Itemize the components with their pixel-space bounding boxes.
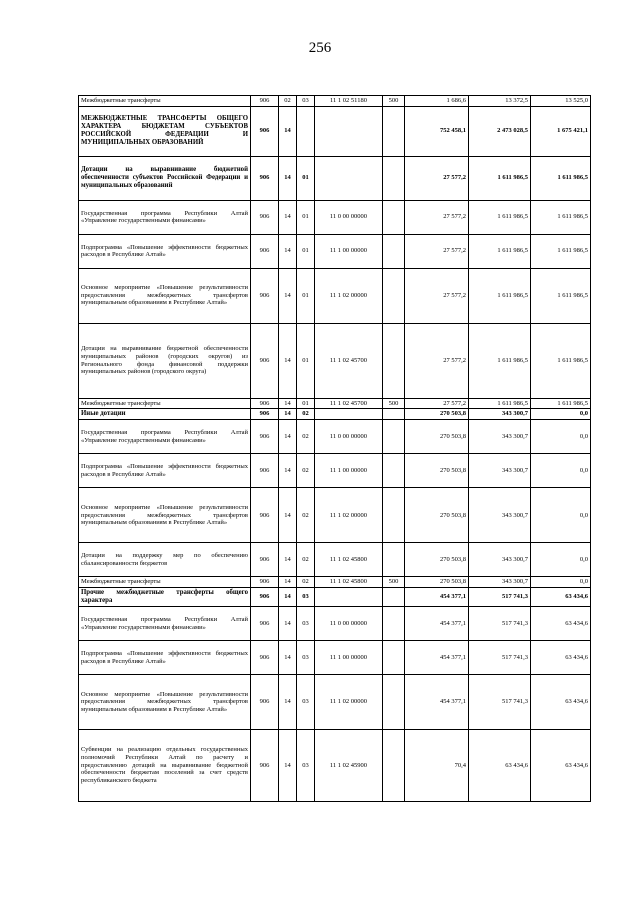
cell-name: Основное мероприятие «Повышение результативности предоставления межбюджетных трансфертов муниципальным образованиям в Республике Алтай» — [79, 488, 251, 543]
cell-amount-year-3: 0,0 — [531, 488, 591, 543]
cell-name: Подпрограмма «Повышение эффективности бюджетных расходов в Республике Алтай» — [79, 454, 251, 488]
cell-expense-type — [383, 156, 405, 200]
cell-section: 14 — [279, 234, 297, 268]
table-row — [79, 268, 591, 323]
cell-expense-type — [383, 454, 405, 488]
cell-section: 02 — [279, 96, 297, 107]
cell-ministry: 906 — [251, 268, 279, 323]
cell-name: Субвенции на реализацию отдельных государственных полномочий Республики Алтай по расчету и предоставлению дотаций на выравнивание бюджетной обеспеченности бюджетам поселений за счет средств республиканского бюджета — [79, 730, 251, 802]
cell-ministry: 906 — [251, 200, 279, 234]
cell-amount-year-3: 0,0 — [531, 409, 591, 420]
cell-subsection: 02 — [297, 488, 315, 543]
cell-amount-year-2: 343 300,7 — [469, 488, 531, 543]
cell-amount-year-3: 1 611 986,5 — [531, 323, 591, 398]
cell-target-article — [315, 587, 383, 606]
table-row — [79, 96, 591, 107]
cell-section: 14 — [279, 409, 297, 420]
cell-target-article: 11 1 00 00000 — [315, 454, 383, 488]
cell-ministry: 906 — [251, 587, 279, 606]
cell-name: Государственная программа Республики Алтай «Управление государственными финансами» — [79, 200, 251, 234]
cell-amount-year-1: 270 503,8 — [405, 454, 469, 488]
table-row — [79, 200, 591, 234]
cell-section: 14 — [279, 398, 297, 409]
cell-section: 14 — [279, 323, 297, 398]
cell-amount-year-3: 1 675 421,1 — [531, 106, 591, 156]
page-number: 256 — [308, 40, 332, 56]
cell-amount-year-2: 517 741,3 — [469, 587, 531, 606]
cell-expense-type — [383, 106, 405, 156]
cell-target-article: 11 1 02 45800 — [315, 577, 383, 588]
cell-amount-year-1: 454 377,1 — [405, 607, 469, 641]
cell-amount-year-3: 1 611 986,5 — [531, 234, 591, 268]
cell-target-article — [315, 409, 383, 420]
table-row — [79, 106, 591, 156]
table-row — [79, 587, 591, 606]
cell-ministry: 906 — [251, 730, 279, 802]
cell-amount-year-1: 27 577,2 — [405, 398, 469, 409]
cell-amount-year-1: 454 377,1 — [405, 587, 469, 606]
cell-expense-type: 500 — [383, 398, 405, 409]
cell-subsection: 01 — [297, 268, 315, 323]
cell-amount-year-1: 27 577,2 — [405, 234, 469, 268]
cell-target-article — [315, 106, 383, 156]
table-row — [79, 730, 591, 802]
cell-expense-type — [383, 488, 405, 543]
cell-amount-year-2: 517 741,3 — [469, 607, 531, 641]
cell-amount-year-3: 63 434,6 — [531, 587, 591, 606]
cell-name: Межбюджетные трансферты — [79, 577, 251, 588]
cell-amount-year-3: 1 611 986,5 — [531, 398, 591, 409]
cell-amount-year-1: 27 577,2 — [405, 268, 469, 323]
table-row — [79, 234, 591, 268]
cell-name: Дотации на поддержку мер по обеспечению сбалансированности бюджетов — [79, 543, 251, 577]
cell-section: 14 — [279, 200, 297, 234]
cell-amount-year-1: 27 577,2 — [405, 156, 469, 200]
cell-amount-year-3: 1 611 986,5 — [531, 268, 591, 323]
cell-target-article: 11 1 02 00000 — [315, 268, 383, 323]
cell-expense-type — [383, 409, 405, 420]
cell-name: Основное мероприятие «Повышение результативности предоставления межбюджетных трансфертов муниципальным образованиям в Республике Алтай» — [79, 675, 251, 730]
table-row — [79, 156, 591, 200]
cell-amount-year-3: 63 434,6 — [531, 641, 591, 675]
cell-amount-year-1: 454 377,1 — [405, 641, 469, 675]
cell-ministry: 906 — [251, 420, 279, 454]
cell-amount-year-1: 270 503,8 — [405, 488, 469, 543]
cell-subsection: 03 — [297, 641, 315, 675]
cell-amount-year-1: 27 577,2 — [405, 323, 469, 398]
table-row — [79, 543, 591, 577]
cell-expense-type: 500 — [383, 96, 405, 107]
cell-subsection: 01 — [297, 398, 315, 409]
cell-subsection: 01 — [297, 234, 315, 268]
cell-name: Дотации на выравнивание бюджетной обеспеченности муниципальных районов (городских округов) из Регионального фонда финансовой поддержки муниципальных районов (городского округа) — [79, 323, 251, 398]
cell-expense-type — [383, 323, 405, 398]
cell-expense-type — [383, 607, 405, 641]
cell-amount-year-3: 0,0 — [531, 577, 591, 588]
cell-target-article: 11 1 00 00000 — [315, 641, 383, 675]
cell-amount-year-1: 270 503,8 — [405, 543, 469, 577]
cell-amount-year-3: 63 434,6 — [531, 607, 591, 641]
cell-amount-year-3: 1 611 986,5 — [531, 200, 591, 234]
cell-expense-type — [383, 420, 405, 454]
cell-amount-year-1: 270 503,8 — [405, 409, 469, 420]
cell-target-article: 11 1 02 45700 — [315, 398, 383, 409]
cell-expense-type — [383, 200, 405, 234]
cell-ministry: 906 — [251, 454, 279, 488]
cell-target-article: 11 0 00 00000 — [315, 607, 383, 641]
cell-name: Дотации на выравнивание бюджетной обеспеченности субъектов Российской Федерации и муниципальных образований — [79, 156, 251, 200]
cell-amount-year-3: 13 525,0 — [531, 96, 591, 107]
cell-amount-year-2: 1 611 986,5 — [469, 323, 531, 398]
cell-expense-type — [383, 543, 405, 577]
cell-amount-year-2: 517 741,3 — [469, 675, 531, 730]
cell-section: 14 — [279, 420, 297, 454]
cell-ministry: 906 — [251, 577, 279, 588]
cell-amount-year-2: 343 300,7 — [469, 577, 531, 588]
table-row — [79, 420, 591, 454]
table-row — [79, 488, 591, 543]
cell-target-article: 11 1 02 00000 — [315, 675, 383, 730]
cell-section: 14 — [279, 488, 297, 543]
cell-name: Подпрограмма «Повышение эффективности бюджетных расходов в Республике Алтай» — [79, 234, 251, 268]
cell-target-article: 11 0 00 00000 — [315, 420, 383, 454]
table-body — [79, 96, 591, 802]
cell-section: 14 — [279, 577, 297, 588]
cell-expense-type — [383, 641, 405, 675]
cell-ministry: 906 — [251, 488, 279, 543]
cell-target-article: 11 1 02 45800 — [315, 543, 383, 577]
cell-name: Прочие межбюджетные трансферты общего характера — [79, 587, 251, 606]
cell-amount-year-3: 0,0 — [531, 543, 591, 577]
budget-table — [78, 95, 591, 802]
cell-ministry: 906 — [251, 409, 279, 420]
cell-section: 14 — [279, 675, 297, 730]
cell-amount-year-2: 63 434,6 — [469, 730, 531, 802]
cell-amount-year-2: 343 300,7 — [469, 543, 531, 577]
cell-amount-year-3: 0,0 — [531, 420, 591, 454]
cell-name: Государственная программа Республики Алтай «Управление государственными финансами» — [79, 607, 251, 641]
cell-amount-year-2: 343 300,7 — [469, 409, 531, 420]
cell-subsection: 02 — [297, 577, 315, 588]
cell-subsection: 01 — [297, 323, 315, 398]
cell-amount-year-2: 2 473 028,5 — [469, 106, 531, 156]
cell-target-article: 11 1 00 00000 — [315, 234, 383, 268]
table-row — [79, 323, 591, 398]
cell-section: 14 — [279, 106, 297, 156]
table-row — [79, 607, 591, 641]
cell-target-article: 11 1 02 51180 — [315, 96, 383, 107]
cell-expense-type — [383, 587, 405, 606]
cell-subsection: 02 — [297, 420, 315, 454]
cell-section: 14 — [279, 587, 297, 606]
cell-subsection: 03 — [297, 730, 315, 802]
cell-ministry: 906 — [251, 398, 279, 409]
cell-amount-year-2: 1 611 986,5 — [469, 200, 531, 234]
cell-subsection: 02 — [297, 409, 315, 420]
cell-amount-year-1: 1 686,6 — [405, 96, 469, 107]
cell-expense-type — [383, 675, 405, 730]
cell-amount-year-2: 1 611 986,5 — [469, 268, 531, 323]
table-row — [79, 675, 591, 730]
cell-name: Государственная программа Республики Алтай «Управление государственными финансами» — [79, 420, 251, 454]
cell-target-article: 11 1 02 45900 — [315, 730, 383, 802]
table-row — [79, 577, 591, 588]
cell-subsection: 03 — [297, 96, 315, 107]
cell-ministry: 906 — [251, 106, 279, 156]
cell-ministry: 906 — [251, 607, 279, 641]
cell-amount-year-3: 63 434,6 — [531, 730, 591, 802]
cell-subsection — [297, 106, 315, 156]
cell-subsection: 01 — [297, 156, 315, 200]
cell-expense-type — [383, 268, 405, 323]
cell-subsection: 03 — [297, 607, 315, 641]
cell-amount-year-1: 27 577,2 — [405, 200, 469, 234]
cell-subsection: 02 — [297, 454, 315, 488]
cell-ministry: 906 — [251, 323, 279, 398]
cell-section: 14 — [279, 641, 297, 675]
cell-target-article: 11 1 02 45700 — [315, 323, 383, 398]
table-row — [79, 409, 591, 420]
cell-expense-type — [383, 730, 405, 802]
cell-amount-year-1: 752 458,1 — [405, 106, 469, 156]
cell-name: Основное мероприятие «Повышение результативности предоставления межбюджетных трансфертов муниципальным образованиям в Республике Алтай» — [79, 268, 251, 323]
cell-amount-year-1: 270 503,8 — [405, 420, 469, 454]
cell-name: Иные дотации — [79, 409, 251, 420]
cell-amount-year-2: 13 372,5 — [469, 96, 531, 107]
cell-name: Подпрограмма «Повышение эффективности бюджетных расходов в Республике Алтай» — [79, 641, 251, 675]
cell-amount-year-1: 270 503,8 — [405, 577, 469, 588]
cell-section: 14 — [279, 607, 297, 641]
cell-section: 14 — [279, 454, 297, 488]
table-row — [79, 454, 591, 488]
cell-name: МЕЖБЮДЖЕТНЫЕ ТРАНСФЕРТЫ ОБЩЕГО ХАРАКТЕРА БЮДЖЕТАМ СУБЪЕКТОВ РОССИЙСКОЙ ФЕДЕРАЦИИ И МУНИЦИПАЛЬНЫХ ОБРАЗОВАНИЙ — [79, 106, 251, 156]
cell-amount-year-2: 1 611 986,5 — [469, 234, 531, 268]
cell-amount-year-3: 63 434,6 — [531, 675, 591, 730]
cell-ministry: 906 — [251, 543, 279, 577]
cell-amount-year-2: 343 300,7 — [469, 454, 531, 488]
cell-target-article: 11 0 00 00000 — [315, 200, 383, 234]
cell-section: 14 — [279, 156, 297, 200]
cell-expense-type — [383, 234, 405, 268]
cell-ministry: 906 — [251, 641, 279, 675]
cell-target-article: 11 1 02 00000 — [315, 488, 383, 543]
cell-subsection: 02 — [297, 543, 315, 577]
cell-amount-year-1: 70,4 — [405, 730, 469, 802]
cell-name: Межбюджетные трансферты — [79, 96, 251, 107]
table-row — [79, 398, 591, 409]
cell-ministry: 906 — [251, 675, 279, 730]
cell-amount-year-1: 454 377,1 — [405, 675, 469, 730]
table-row — [79, 641, 591, 675]
cell-amount-year-3: 1 611 986,5 — [531, 156, 591, 200]
cell-subsection: 03 — [297, 587, 315, 606]
cell-section: 14 — [279, 268, 297, 323]
cell-amount-year-2: 517 741,3 — [469, 641, 531, 675]
cell-expense-type: 500 — [383, 577, 405, 588]
cell-name: Межбюджетные трансферты — [79, 398, 251, 409]
cell-target-article — [315, 156, 383, 200]
cell-amount-year-3: 0,0 — [531, 454, 591, 488]
cell-subsection: 03 — [297, 675, 315, 730]
cell-subsection: 01 — [297, 200, 315, 234]
cell-ministry: 906 — [251, 156, 279, 200]
cell-amount-year-2: 1 611 986,5 — [469, 156, 531, 200]
cell-section: 14 — [279, 730, 297, 802]
cell-ministry: 906 — [251, 234, 279, 268]
cell-amount-year-2: 1 611 986,5 — [469, 398, 531, 409]
cell-amount-year-2: 343 300,7 — [469, 420, 531, 454]
cell-section: 14 — [279, 543, 297, 577]
cell-ministry: 906 — [251, 96, 279, 107]
